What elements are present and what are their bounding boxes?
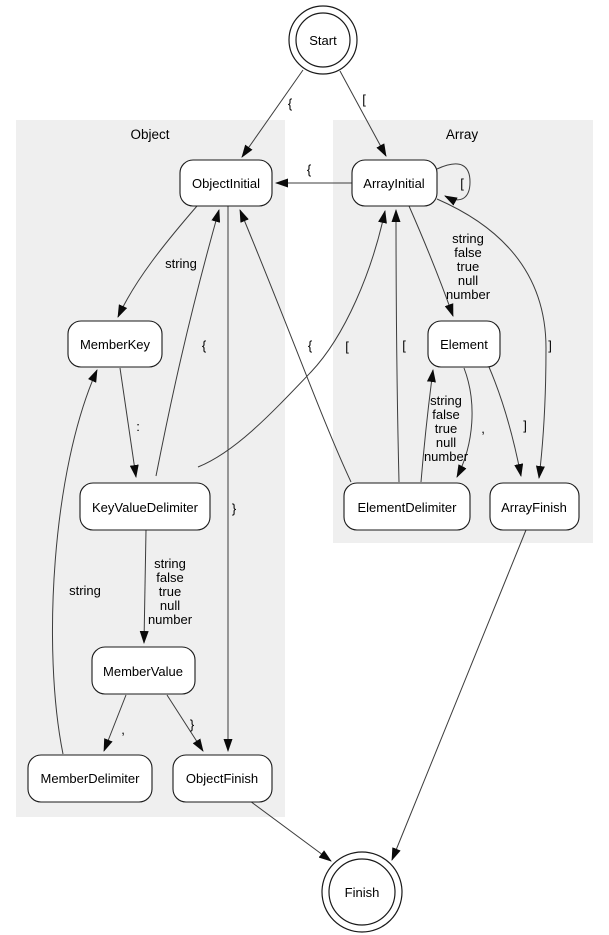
node-finish (322, 852, 402, 932)
edge-label-element-delimiter-to-array-initial: [ (402, 338, 406, 353)
edge-label-member-key-to-key-value-delimiter: : (136, 419, 140, 434)
node-member-key-label: MemberKey (79, 337, 151, 352)
node-member-delimiter-label: MemberDelimiter (40, 771, 140, 786)
edge-object-finish-to-finish (250, 801, 331, 861)
node-object-finish-label: ObjectFinish (185, 771, 259, 786)
edge-label-object-initial-to-object-finish: } (231, 501, 237, 516)
node-member-value-label: MemberValue (103, 664, 183, 679)
edge-label-object-initial-to-member-key: string (165, 256, 197, 271)
node-finish-label: Finish (344, 885, 380, 900)
edge-label-array-initial-self-loop: [ (460, 176, 464, 191)
edge-label-start-to-object-initial: { (287, 96, 293, 111)
node-member-value (92, 647, 195, 694)
edge-label-start-to-array-initial: [ (362, 92, 366, 107)
edge-label-key-value-delimiter-to-array-initial: [ (345, 339, 349, 354)
node-object-initial-label: ObjectInitial (192, 176, 260, 191)
node-array-finish-label: ArrayFinish (501, 500, 567, 515)
edge-label-member-value-to-member-delimiter: , (121, 722, 125, 737)
edge-label-key-value-delimiter-to-object-initial: { (201, 338, 207, 353)
node-array-finish (490, 483, 579, 530)
node-element-label: Element (440, 337, 488, 352)
node-element-delimiter-label: ElementDelimiter (357, 500, 457, 515)
node-array-initial-label: ArrayInitial (363, 176, 425, 191)
edge-label-array-initial-to-object-initial: { (306, 162, 312, 177)
edge-label-element-delimiter-to-element: string false true null number (423, 393, 469, 464)
cluster-array-label: Array (445, 127, 479, 142)
node-object-finish (173, 755, 272, 802)
node-key-value-delimiter (80, 483, 210, 530)
cluster-object-label: Object (130, 127, 170, 142)
node-start (289, 6, 357, 74)
edge-label-key-value-delimiter-to-member-value: string false true null number (147, 556, 193, 627)
edge-label-array-initial-to-array-finish: ] (548, 338, 552, 353)
node-element-delimiter (344, 483, 470, 530)
node-member-delimiter (28, 755, 152, 802)
node-key-value-delimiter-label: KeyValueDelimiter (92, 500, 198, 515)
edge-label-member-value-to-object-finish: } (189, 717, 195, 732)
node-array-initial (352, 160, 437, 206)
node-element (428, 321, 500, 367)
node-start-label: Start (309, 33, 337, 48)
node-object-initial (180, 160, 272, 206)
edge-label-element-to-array-finish: ] (523, 418, 527, 433)
edge-array-finish-to-finish (392, 530, 526, 860)
edge-label-element-to-element-delimiter: , (481, 421, 485, 436)
edge-label-member-delimiter-to-member-key: string (69, 583, 101, 598)
node-member-key (68, 321, 162, 367)
edge-label-array-initial-to-element: string false true null number (445, 231, 491, 302)
edge-label-element-delimiter-to-object-initial: { (307, 338, 313, 353)
